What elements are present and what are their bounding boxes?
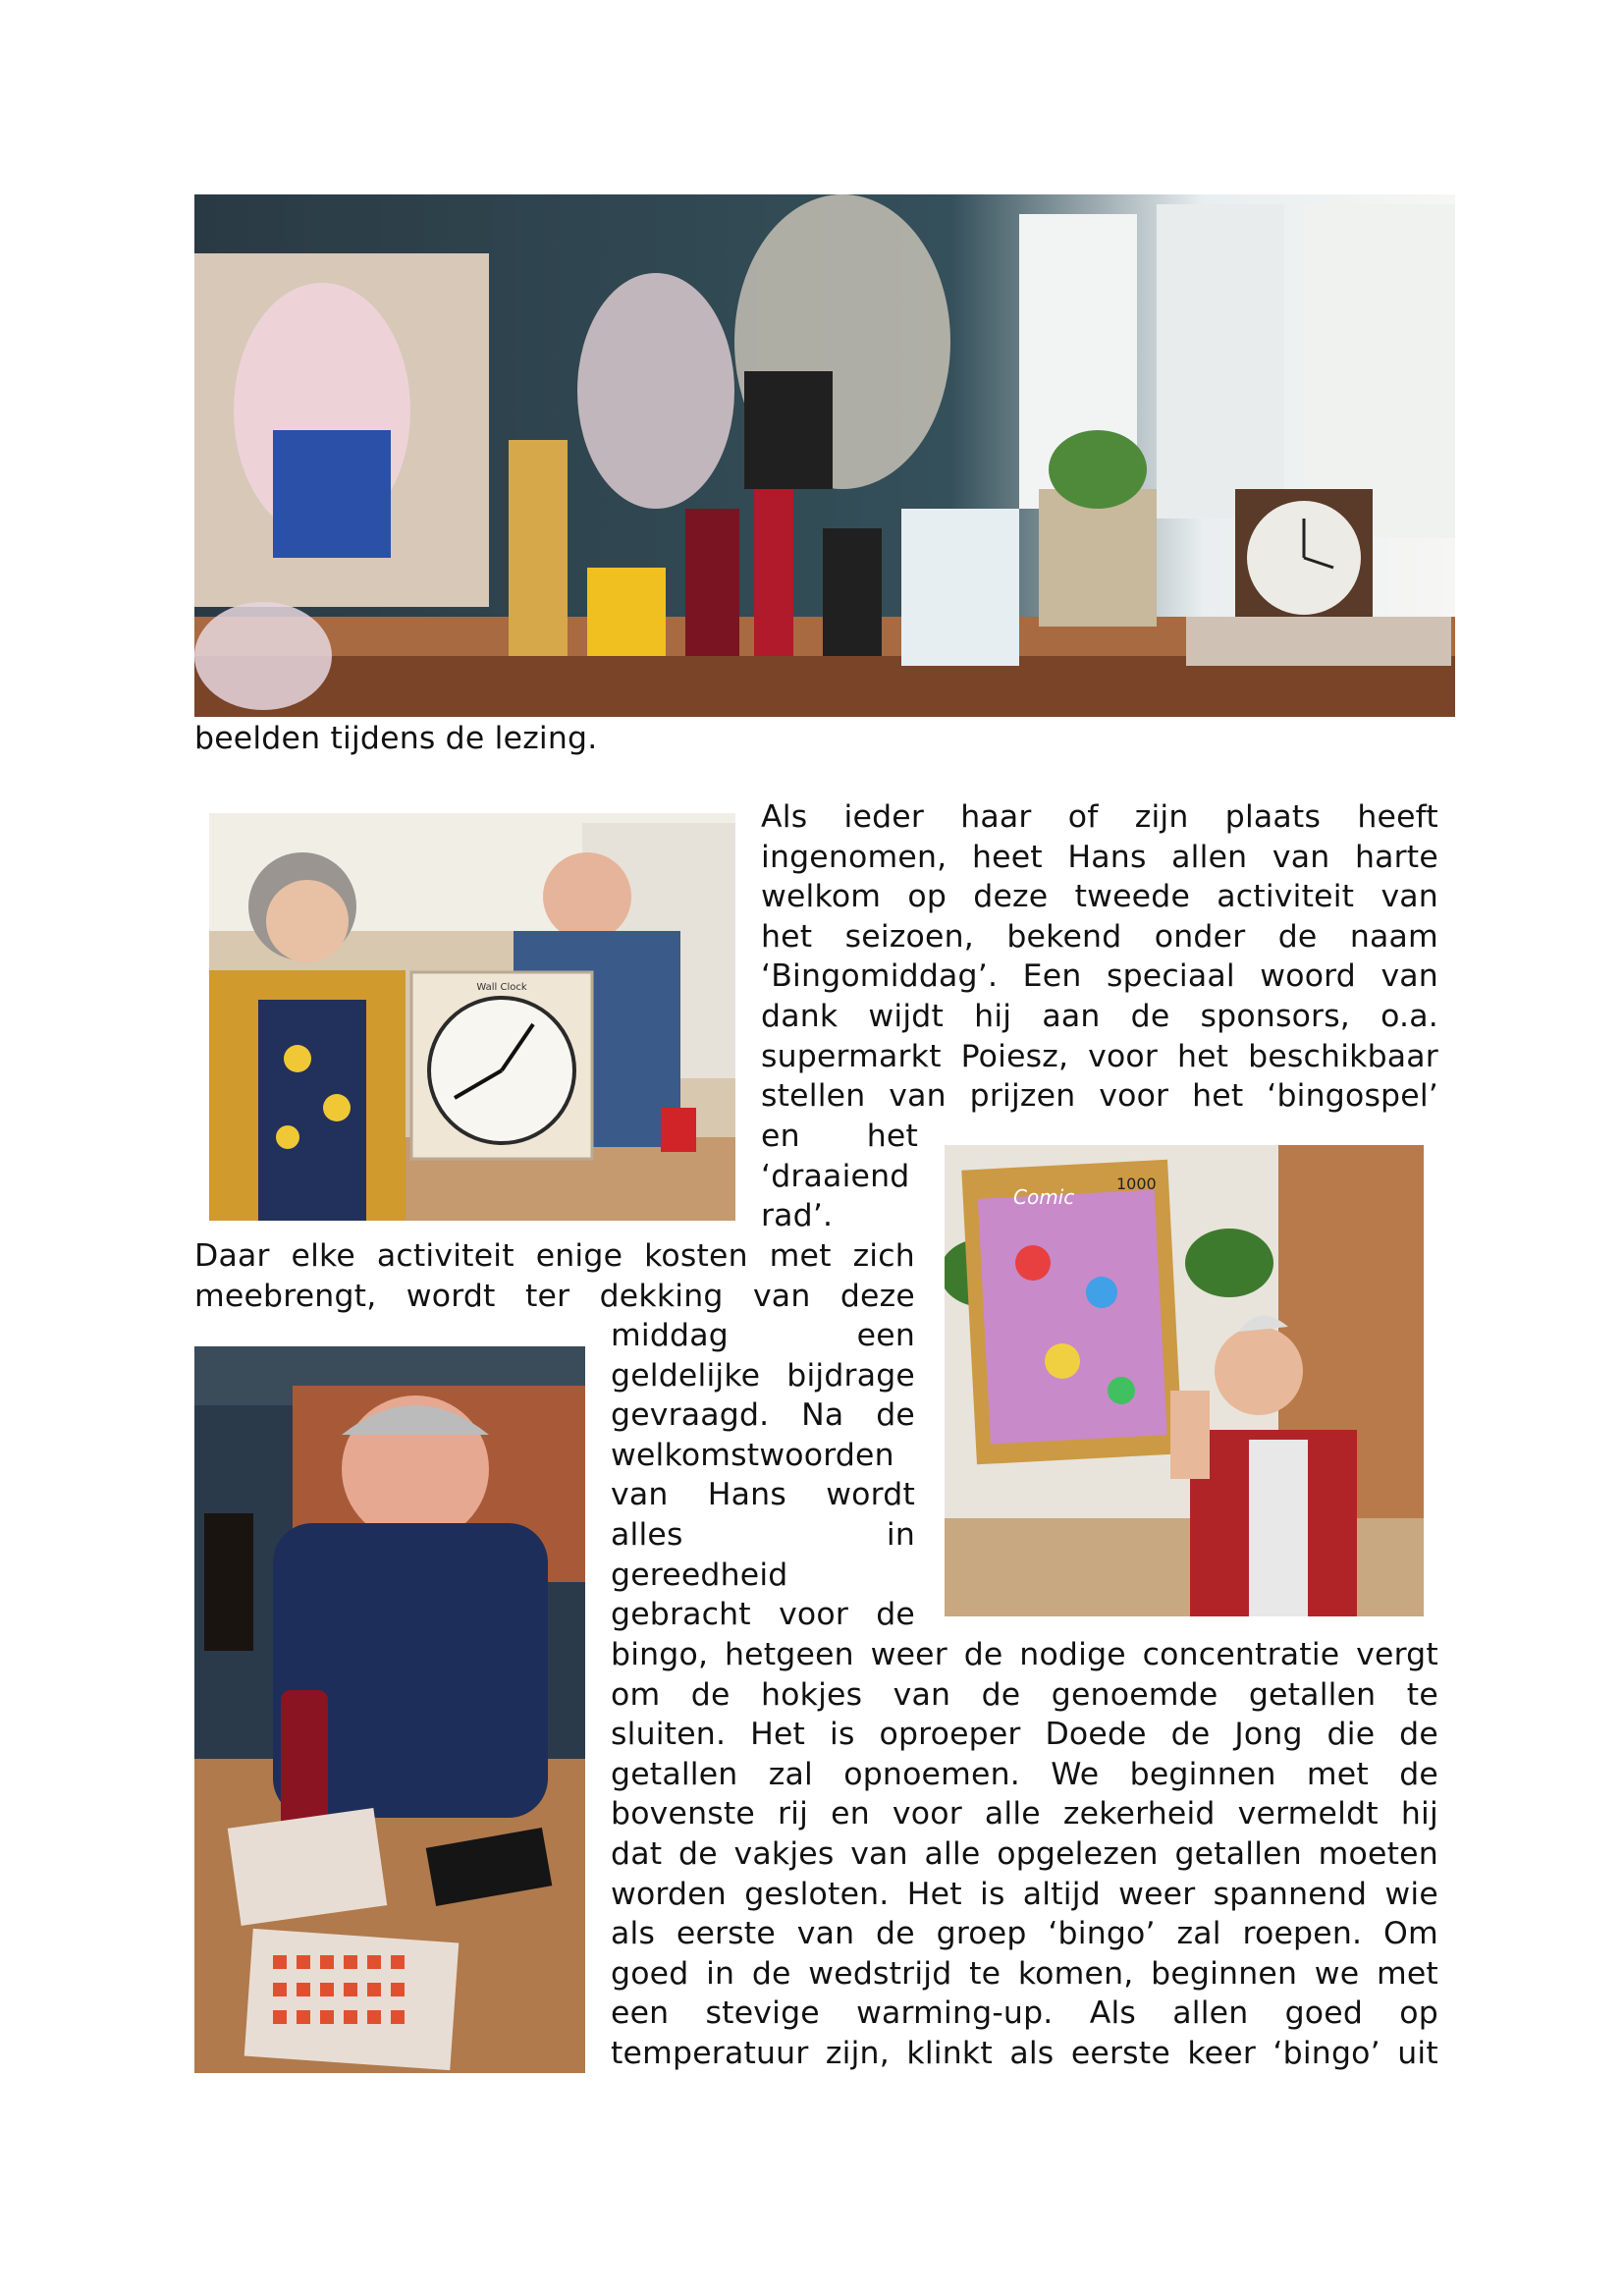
text-line: [761, 1037, 1438, 1077]
word: enige: [535, 1238, 623, 1274]
word: in: [706, 1955, 735, 1992]
word: zal: [1176, 1916, 1221, 1952]
word: worden: [611, 1876, 727, 1912]
word: een: [856, 1318, 915, 1353]
photo-man-puzzle: [945, 1145, 1424, 1616]
word: dank: [761, 998, 839, 1034]
word: we: [1314, 1955, 1360, 1992]
word: harte: [1354, 839, 1438, 875]
word: hetgeen: [725, 1637, 854, 1672]
text-line: [611, 1475, 915, 1515]
word: het: [1176, 1038, 1229, 1074]
word: als: [611, 1916, 656, 1952]
word: kosten: [644, 1238, 748, 1274]
text-line: [611, 1994, 1438, 2034]
word: beginnen: [1151, 1955, 1298, 1992]
puzzle-box-count: 1000: [1116, 1175, 1157, 1193]
word: de: [1130, 998, 1170, 1034]
word: welkom: [761, 879, 882, 915]
word: Poiesz,: [960, 1038, 1069, 1074]
word: voor: [779, 1597, 848, 1633]
photo-man-bottles: [194, 1346, 585, 2073]
word: voor: [1099, 1078, 1169, 1115]
word: bijdrage: [786, 1357, 915, 1394]
word: Jong: [1234, 1717, 1303, 1753]
word: met: [1306, 1756, 1369, 1792]
word: aan: [1042, 998, 1101, 1034]
word: getallen: [611, 1756, 738, 1792]
word: elke: [291, 1238, 355, 1274]
word: activiteit: [1217, 879, 1355, 915]
word: met: [1376, 1955, 1438, 1992]
text-line: [761, 917, 1438, 957]
text-line: [611, 1436, 915, 1476]
word: van: [796, 1916, 855, 1952]
word: heeft: [1357, 799, 1438, 835]
word: bekend: [1006, 918, 1122, 955]
word: op: [1399, 1995, 1438, 2032]
word: de: [876, 1597, 915, 1633]
word: sponsors,: [1200, 998, 1351, 1034]
word: wordt: [406, 1278, 496, 1314]
word: Als: [1089, 1995, 1137, 2032]
word: is: [980, 1876, 1005, 1912]
word: de: [690, 1676, 731, 1713]
word: moeten: [1318, 1835, 1438, 1872]
word: ieder: [843, 799, 924, 835]
text-line: [761, 797, 1438, 838]
word: ‘bingo’: [1048, 1916, 1156, 1952]
text-line: [611, 1914, 1438, 1954]
text-line: [611, 1515, 915, 1556]
word: op: [907, 879, 947, 915]
word: activiteit: [376, 1238, 514, 1274]
word: Daar: [194, 1238, 270, 1274]
word: uit: [1397, 2035, 1438, 2071]
paragraph-welcome-narrow: [761, 1117, 918, 1236]
word: warming-up.: [856, 1995, 1054, 2032]
word: concentratie: [1142, 1637, 1340, 1672]
word: van: [1380, 879, 1438, 915]
word: gereedheid: [611, 1557, 788, 1593]
word: te: [969, 1955, 1001, 1992]
word: beschikbaar: [1248, 1038, 1438, 1074]
word: voor: [892, 1796, 962, 1832]
word: Een: [1022, 958, 1082, 995]
word: hij: [1400, 1796, 1438, 1832]
word: spannend: [1213, 1876, 1368, 1912]
word: ‘Bingomiddag’.: [761, 958, 999, 995]
word: komen,: [1017, 1955, 1134, 1992]
word: geldelijke: [611, 1357, 761, 1394]
word: met: [769, 1238, 832, 1274]
word: ingenomen,: [761, 839, 947, 875]
word: zal: [768, 1756, 813, 1792]
word: vergt: [1356, 1637, 1438, 1672]
photo-couple-clock: [209, 813, 735, 1221]
text-line: [194, 1277, 915, 1317]
word: de: [963, 1637, 1003, 1672]
word: deze: [839, 1278, 915, 1314]
text-line: [611, 1834, 1438, 1875]
word: het: [866, 1119, 918, 1154]
word: Na: [801, 1397, 844, 1434]
word: van: [1380, 958, 1438, 995]
text-line: [611, 1715, 1438, 1755]
word: van: [752, 1278, 811, 1314]
puzzle-box-label: Comic: [1013, 1185, 1075, 1209]
paragraph-costs: [194, 1236, 915, 1316]
word: de: [876, 1397, 915, 1434]
word: goed: [1284, 1995, 1364, 2032]
text-line: [761, 957, 1438, 997]
word: ‘bingo’: [1272, 2035, 1380, 2071]
word: ‘draaiend: [761, 1158, 910, 1194]
word: hij: [974, 998, 1012, 1034]
word: nodige: [1019, 1637, 1126, 1672]
word: eerste: [676, 1916, 776, 1952]
word: altijd: [1022, 1876, 1101, 1912]
word: oproeper: [879, 1717, 1021, 1753]
word: plaats: [1224, 799, 1322, 835]
word: en: [831, 1796, 870, 1832]
word: woord: [1260, 958, 1356, 995]
word: Hans: [707, 1477, 786, 1513]
word: van: [611, 1477, 669, 1513]
word: in: [886, 1516, 915, 1553]
word: opgelezen: [997, 1835, 1159, 1872]
text-line: [611, 1794, 1438, 1834]
word: bingo,: [611, 1637, 709, 1672]
word: voor: [1088, 1038, 1159, 1074]
text-line: [761, 1117, 918, 1157]
word: een: [611, 1995, 670, 2032]
word: van: [850, 1835, 908, 1872]
text-line: [611, 1356, 915, 1396]
text-line: [611, 2034, 1438, 2074]
word: vermeldt: [1237, 1796, 1379, 1832]
word: allen: [1171, 839, 1248, 875]
word: zekerheid: [1062, 1796, 1216, 1832]
word: ter: [524, 1278, 570, 1314]
word: naam: [1349, 918, 1438, 955]
word: ‘bingospel’: [1267, 1078, 1438, 1115]
word: haar: [960, 799, 1032, 835]
word: te: [1406, 1676, 1438, 1713]
text-line: [761, 1196, 918, 1236]
word: alle: [924, 1835, 981, 1872]
word: roepen.: [1242, 1916, 1363, 1952]
word: dekking: [599, 1278, 724, 1314]
word: groep: [936, 1916, 1027, 1952]
word: getallen: [1248, 1676, 1377, 1713]
word: gevraagd.: [611, 1397, 770, 1434]
word: het: [1192, 1078, 1244, 1115]
word: deze: [973, 879, 1049, 915]
text-line: [761, 997, 1438, 1037]
caption-line: beelden tijdens de lezing.: [194, 721, 598, 756]
text-line: [761, 838, 1438, 878]
photo-prize-table: [194, 194, 1455, 717]
word: We: [1051, 1756, 1100, 1792]
text-line: [611, 1875, 1438, 1915]
word: gebracht: [611, 1597, 751, 1633]
word: gesloten.: [744, 1876, 890, 1912]
word: de: [876, 1916, 915, 1952]
word: alle: [984, 1796, 1041, 1832]
word: Doede: [1045, 1717, 1147, 1753]
text-line: [611, 1395, 915, 1436]
word: seizoen,: [844, 918, 974, 955]
word: Het: [750, 1717, 806, 1753]
word: de: [751, 1955, 791, 1992]
word: de: [981, 1676, 1021, 1713]
paragraph-bingo: [611, 1635, 1438, 2074]
word: stellen: [761, 1078, 866, 1115]
word: rij: [778, 1796, 809, 1832]
word: of: [1067, 799, 1099, 835]
word: prijzen: [969, 1078, 1076, 1115]
word: het: [761, 918, 813, 955]
word: onder: [1154, 918, 1246, 955]
word: o.a.: [1380, 998, 1438, 1034]
word: Om: [1383, 1916, 1438, 1952]
clock-box-label: Wall Clock: [476, 982, 527, 993]
word: temperatuur: [611, 2035, 809, 2071]
word: Het: [906, 1876, 962, 1912]
word: alles: [611, 1516, 683, 1553]
text-line: [194, 1236, 915, 1277]
word: zich: [852, 1238, 915, 1274]
word: welkomstwoorden: [611, 1437, 894, 1473]
word: de: [1399, 1717, 1438, 1753]
text-line: [611, 1635, 1438, 1675]
word: getallen: [1174, 1835, 1302, 1872]
word: middag: [611, 1318, 729, 1353]
word: stevige: [705, 1995, 820, 2032]
word: en: [761, 1119, 800, 1154]
word: wie: [1384, 1876, 1438, 1912]
word: klinkt: [906, 2035, 993, 2071]
text-line: [611, 1556, 915, 1596]
word: genoemde: [1051, 1676, 1218, 1713]
word: dat: [611, 1835, 663, 1872]
text-line: [761, 1157, 918, 1197]
word: die: [1326, 1717, 1376, 1753]
text-line: [761, 1076, 1438, 1117]
word: de: [1277, 918, 1318, 955]
word: Hans: [1067, 839, 1147, 875]
text-line: [761, 877, 1438, 917]
word: Als: [761, 799, 808, 835]
word: opnoemen.: [843, 1756, 1020, 1792]
word: de: [678, 1835, 718, 1872]
text-line: [611, 1316, 915, 1356]
word: als: [1009, 2035, 1055, 2071]
word: bovenste: [611, 1796, 755, 1832]
word: wijdt: [868, 998, 945, 1034]
word: van: [889, 1078, 947, 1115]
word: heet: [971, 839, 1043, 875]
word: de: [1170, 1717, 1211, 1753]
word: tweede: [1074, 879, 1191, 915]
word: sluiten.: [611, 1717, 727, 1753]
paragraph-costs-narrow: [611, 1316, 915, 1635]
word: speciaal: [1106, 958, 1235, 995]
word: zijn: [1134, 799, 1189, 835]
word: keer: [1187, 2035, 1256, 2071]
word: is: [830, 1717, 855, 1753]
text-line: [611, 1595, 915, 1635]
word: wedstrijd: [808, 1955, 952, 1992]
word: rad’.: [761, 1198, 834, 1234]
text-line: [611, 1755, 1438, 1795]
word: wordt: [826, 1477, 915, 1513]
word: supermarkt: [761, 1038, 942, 1074]
text-line: [611, 1954, 1438, 1995]
word: allen: [1172, 1995, 1249, 2032]
text-line: [611, 1675, 1438, 1716]
word: weer: [870, 1637, 947, 1672]
word: meebrengt,: [194, 1278, 377, 1314]
word: beginnen: [1129, 1756, 1276, 1792]
paragraph-welcome: [761, 797, 1438, 1117]
word: goed: [611, 1955, 689, 1992]
word: van: [1272, 839, 1330, 875]
word: om: [611, 1676, 661, 1713]
word: van: [893, 1676, 951, 1713]
word: hokjes: [760, 1676, 863, 1713]
word: zijn,: [825, 2035, 890, 2071]
word: eerste: [1070, 2035, 1170, 2071]
word: vakjes: [733, 1835, 835, 1872]
word: weer: [1118, 1876, 1196, 1912]
word: de: [1399, 1756, 1438, 1792]
